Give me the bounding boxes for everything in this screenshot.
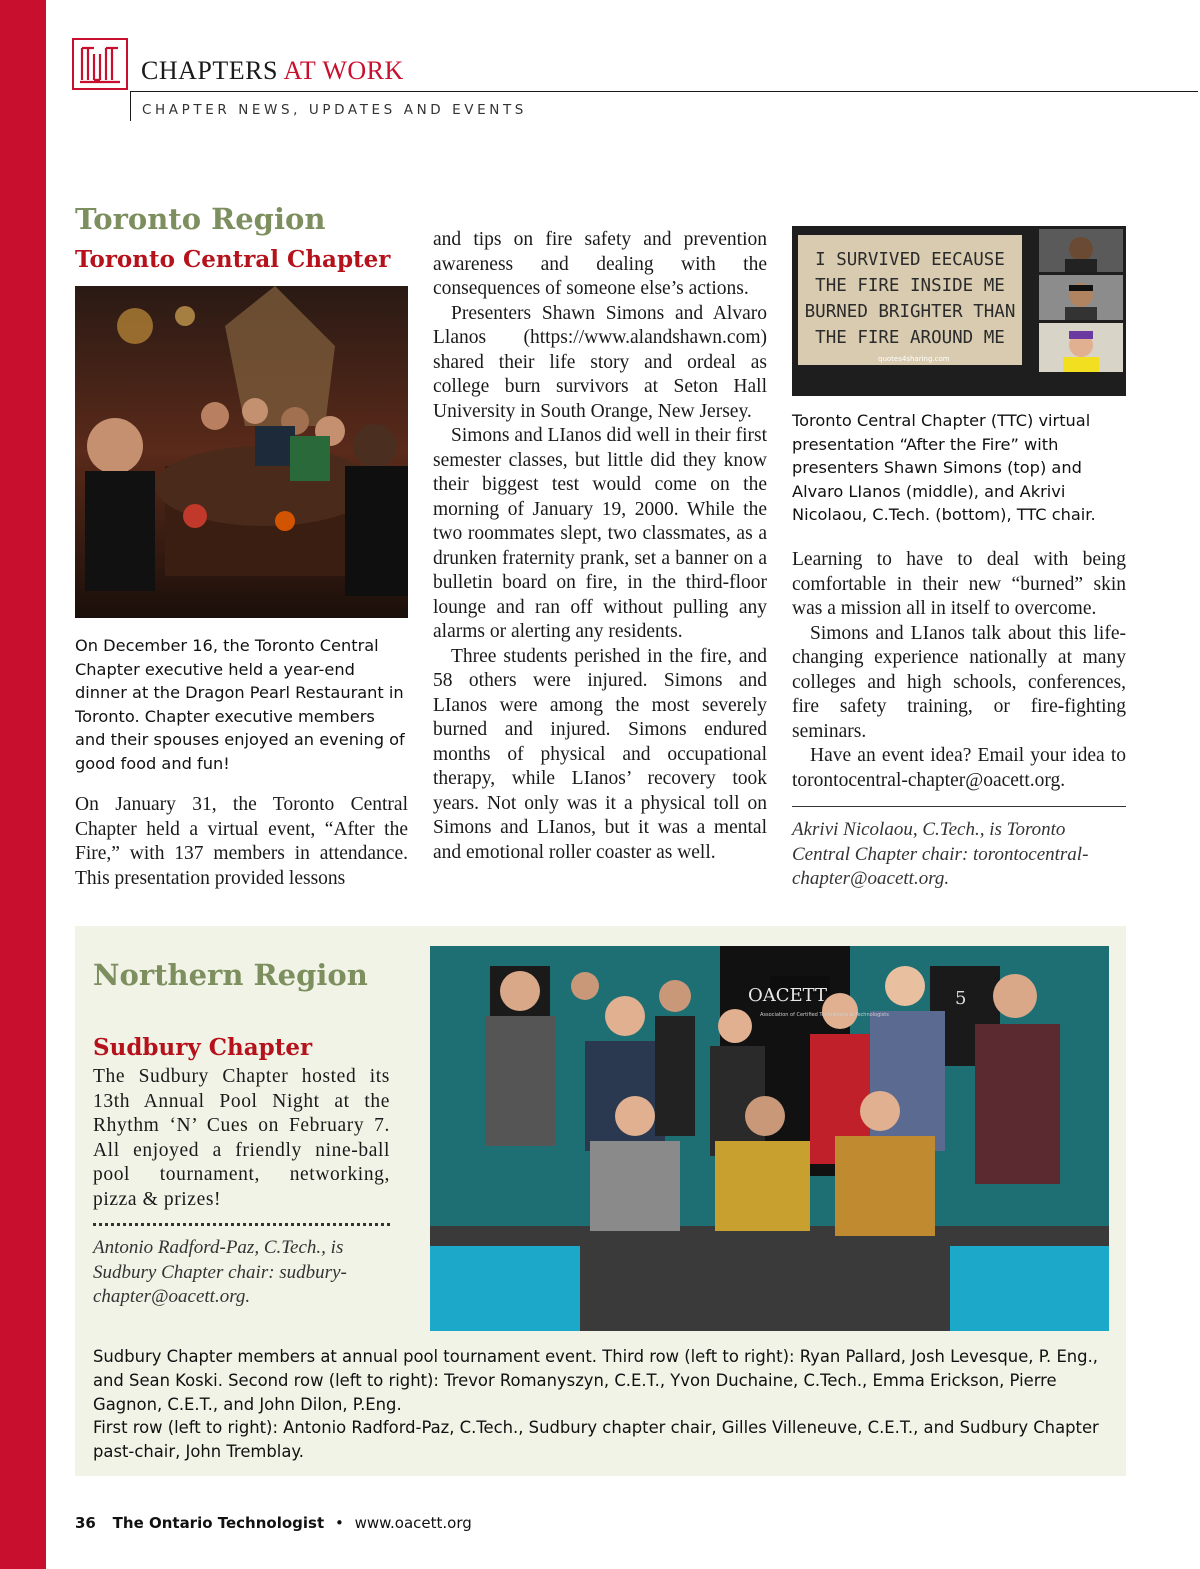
page-footer	[75, 1514, 472, 1532]
quote-line-1: I SURVIVED EECAUSE	[815, 250, 1005, 270]
footer-url[interactable]: www.oacett.org	[354, 1514, 472, 1532]
oacett-logo	[72, 38, 128, 90]
page-number: 36	[75, 1514, 96, 1532]
sudbury-signature-rule	[93, 1223, 390, 1226]
pool-photo-caption	[93, 1345, 1113, 1464]
restaurant-dinner-photo	[75, 286, 408, 618]
oacett-wall-sign: OACETT	[748, 985, 828, 1006]
oacett-wall-sign-subtitle: Association of Certified Technicians & Technologists	[760, 1012, 889, 1018]
section-title-part2: AT WORK	[283, 56, 404, 85]
toronto-col3-paragraph-1: Learning to have to deal with being comfortable in their new “burned” skin was a mission all in itself to overcome.	[792, 549, 1126, 619]
toronto-col1-paragraph: On January 31, the Toronto Central Chapter held a virtual event, “After the Fire,” with 137 members in attendance. This presentation provided lessons	[75, 794, 408, 889]
virtual-presentation-screenshot	[792, 226, 1126, 396]
quote-line-2: THE FIRE INSIDE ME	[815, 276, 1005, 296]
virtual-presentation-caption: Toronto Central Chapter (TTC) virtual presentation “After the Fire” with presenters Shawn Simons (top) and Alvaro LIanos (middle), and Akrivi Nicolaou, C.Tech. (bottom), TTC chair.	[792, 411, 1096, 525]
quote-line-4: THE FIRE AROUND ME	[815, 328, 1005, 348]
header-rule	[130, 91, 1198, 92]
toronto-col3-text	[792, 548, 1126, 793]
toronto-col1-text	[75, 793, 408, 891]
presenter-bottom-video	[1039, 323, 1123, 372]
quote-line-3: BURNED BRIGHTER THAN	[804, 302, 1016, 322]
quote-credit: quotes4sharing.com	[878, 355, 950, 363]
section-title-part1: CHAPTERS	[141, 56, 278, 85]
toronto-col2-paragraph-4: Three students perished in the fire, and 58 others were injured. Simons and LIanos were among the most severely burned and injured. Simons endured months of physical and occupational therapy, while LIanos’ recovery took years. Not only was it a physical toll on Simons and LIanos, but it was a mental and emotional roller coaster as well.	[433, 645, 767, 863]
sudbury-signature: Antonio Radford-Paz, C.Tech., is Sudbury Chapter chair: sudbury-chapter@oacett.org.	[93, 1237, 347, 1307]
footer-bullet: •	[334, 1514, 344, 1532]
toronto-signature: Akrivi Nicolaou, C.Tech., is Toronto Central Chapter chair: torontocentral-chapter@oacett.org.	[792, 819, 1089, 889]
section-subtitle: CHAPTER NEWS, UPDATES AND EVENTS	[142, 102, 527, 118]
sudbury-chapter-heading: Sudbury Chapter	[93, 1034, 313, 1061]
toronto-col2-paragraph-2: Presenters Shawn Simons and Alvaro Llanos (https://www.alandshawn.com) shared their life story and ordeal as college burn survivors at Seton Hall University in South Orange, New Jersey.	[433, 302, 767, 422]
sudbury-paragraph: The Sudbury Chapter hosted its 13th Annual Pool Night at the Rhythm ‘N’ Cues on February 7. All enjoyed a friendly nine-ball pool tournament, networking, pizza & prizes!	[93, 1066, 390, 1210]
presenter-middle-video	[1039, 275, 1123, 320]
toronto-col3-paragraph-2: Simons and LIanos talk about this life-changing experience nationally at many colleges and high schools, conferences, fire safety training, or fire-fighting seminars.	[792, 622, 1126, 742]
publication-name: The Ontario Technologist	[112, 1514, 325, 1532]
wall-number: 5	[955, 988, 967, 1009]
toronto-col2-paragraph-3: Simons and LIanos did well in their first semester classes, but little did they know their biggest test would come on the morning of January 19, 2000. While the two roommates slept, two classmates, as a drunken fraternity prank, set a banner on a bulletin board on fire, in the third-floor lounge and ran off without pulling any alarms or alerting any residents.	[433, 425, 767, 642]
toronto-region-heading: Toronto Region	[75, 202, 326, 236]
quote-slide	[798, 235, 1022, 365]
header-vertical-rule	[130, 91, 131, 121]
section-title	[141, 56, 404, 86]
northern-region-heading: Northern Region	[93, 958, 368, 992]
toronto-col2-paragraph-1: and tips on fire safety and prevention awareness and dealing with the consequences of someone else’s actions.	[433, 229, 767, 299]
toronto-col3-paragraph-3: Have an event idea? Email your idea to torontocentral-chapter@oacett.org.	[792, 745, 1126, 791]
presenter-top-video	[1039, 229, 1123, 272]
pool-caption-line-2: First row (left to right): Antonio Radford-Paz, C.Tech., Sudbury chapter chair, Gilles Villeneuve, C.E.T., and Sudbury Chapter past-chair, John Tremblay.	[93, 1418, 1099, 1462]
sudbury-text	[93, 1065, 390, 1212]
toronto-chapter-heading: Toronto Central Chapter	[75, 246, 391, 273]
pool-tournament-photo	[430, 946, 1109, 1331]
toronto-col2-text	[433, 228, 767, 865]
toronto-signature-rule	[792, 806, 1126, 807]
dinner-photo-caption: On December 16, the Toronto Central Chapter executive held a year-end dinner at the Dragon Pearl Restaurant in Toronto. Chapter executive members and their spouses enjoyed an evening of good food and fun!	[75, 636, 405, 773]
page-edge-bar	[0, 0, 46, 1569]
pool-caption-line-1: Sudbury Chapter members at annual pool tournament event. Third row (left to right): Ryan Pallard, Josh Levesque, P. Eng., and Sean Koski. Second row (left to right): Trevor Romanyszyn, C.E.T., Yvon Duchaine, C.Tech., Emma Erickson, Pierre Gagnon, C.E.T., and John Dilon, P.Eng.	[93, 1347, 1099, 1414]
